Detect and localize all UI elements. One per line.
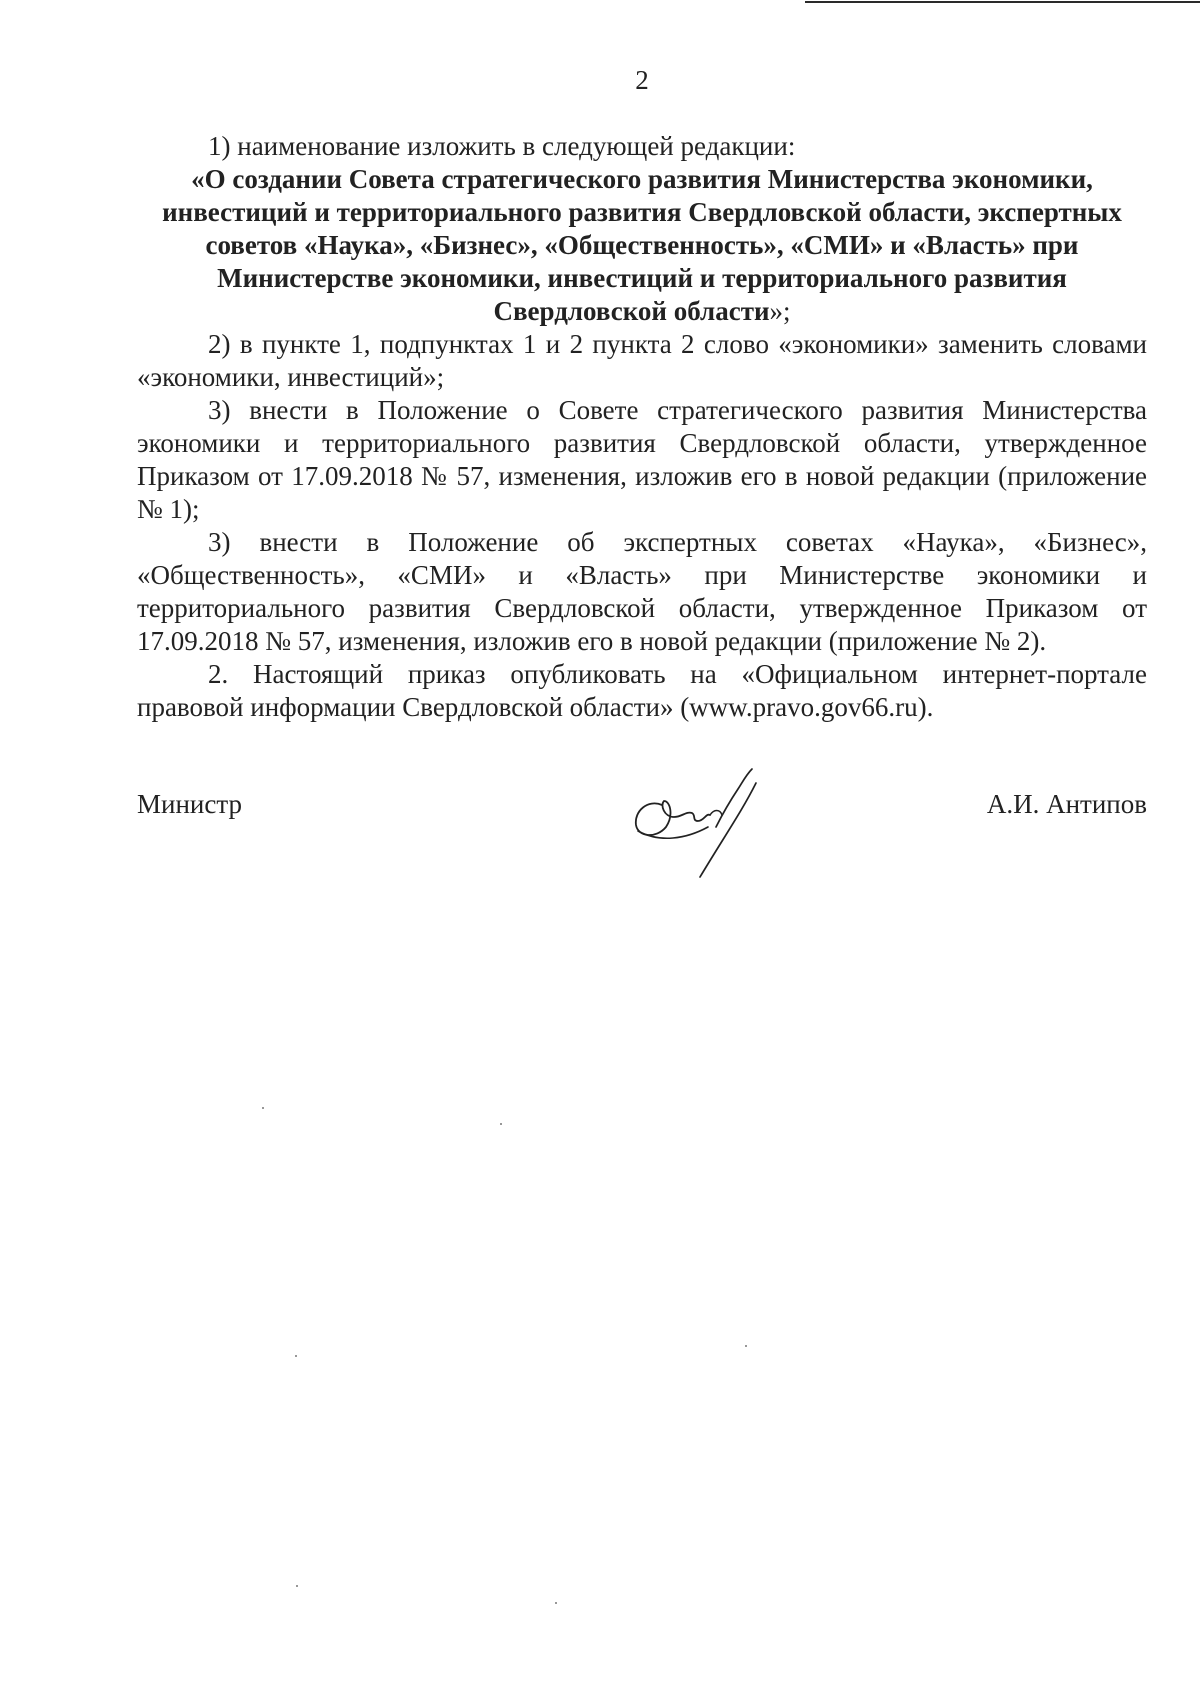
page-number: 2	[635, 65, 649, 95]
new-title-block	[137, 163, 1147, 328]
item-2-replace-word: 2) в пункте 1, подпунктах 1 и 2 пункта 2 слово «экономики» заменить словами «экономики, инвестиций»;	[137, 329, 1147, 392]
scan-speck	[295, 1355, 297, 1357]
scan-speck	[296, 1585, 298, 1587]
item-rename-intro: 1) наименование изложить в следующей редакции:	[208, 131, 796, 161]
document-body	[137, 130, 1147, 724]
new-title-text: «О создании Совета стратегического развития Министерства экономики, инвестиций и территориального развития Свердловской области, экспертных советов «Наука», «Бизнес», «Общественность», «СМИ» и «Власть» при Министерстве экономики, инвестиций и территориального развития Свердловской области	[162, 164, 1122, 326]
scan-speck	[262, 1107, 264, 1109]
scan-edge-line	[805, 1, 1200, 3]
scan-speck	[500, 1123, 502, 1125]
item-publication: 2. Настоящий приказ опубликовать на «Официальном интернет-портале правовой информации Свердловской области» (www.pravo.gov66.ru).	[137, 659, 1147, 722]
scan-speck	[745, 1345, 747, 1347]
scan-speck	[555, 1602, 557, 1604]
signer-name: А.И. Антипов	[986, 789, 1147, 819]
signer-position: Министр	[137, 789, 242, 819]
new-title-tail: »;	[769, 296, 791, 326]
item-3-council-regulation: 3) внести в Положение о Совете стратегического развития Министерства экономики и территориального развития Свердловской области, утвержденное Приказом от 17.09.2018 № 57, изменения, изложив его в новой редакции (приложение № 1);	[137, 395, 1147, 524]
handwritten-signature	[630, 765, 780, 880]
item-3-expert-councils-regulation: 3) внести в Положение об экспертных советах «Наука», «Бизнес», «Общественность», «СМИ» и «Власть» при Министерстве экономики и территориального развития Свердловской области, утвержденное Приказом от 17.09.2018 № 57, изменения, изложив его в новой редакции (приложение № 2).	[137, 527, 1147, 656]
